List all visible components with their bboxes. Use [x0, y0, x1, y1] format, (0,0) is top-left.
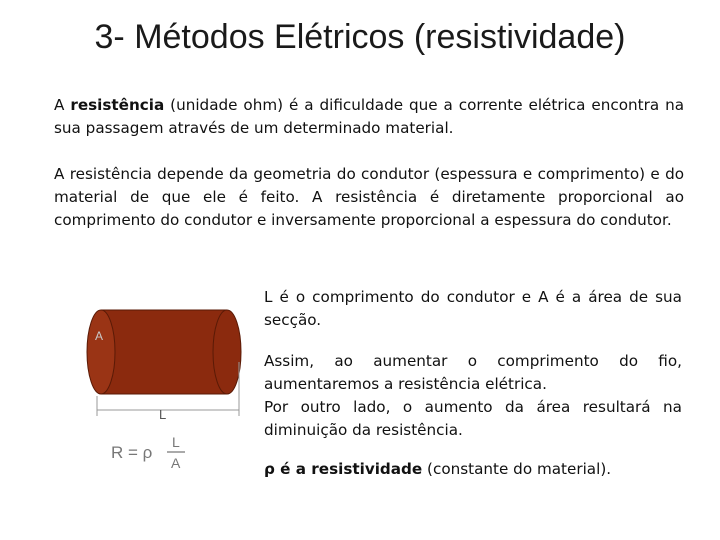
paragraph-length-area: L é o comprimento do condutor e A é a área de sua secção. — [264, 288, 682, 329]
cylinder-end-cap — [213, 310, 241, 394]
cylinder-diagram — [85, 298, 245, 483]
conductor-figure — [85, 298, 245, 483]
p1-bold-term: resistência — [70, 96, 165, 114]
slide-title: 3- Métodos Elétricos (resistividade) — [94, 18, 626, 56]
p5-bold-term: ρ é a resistividade — [264, 460, 423, 478]
formula-denominator: A — [171, 455, 181, 471]
p1-prefix: A — [54, 96, 71, 114]
paragraph-resistivity — [264, 458, 682, 481]
p5-suffix: (constante do material). — [422, 460, 612, 478]
length-label: L — [159, 407, 167, 422]
p1-suffix: (unidade ohm) é a dificuldade que a corrente elétrica encontra na sua passagem através de um determinado material. — [54, 96, 684, 137]
formula-lhs: R = ρ — [111, 443, 153, 462]
cylinder-cross-section — [87, 310, 115, 394]
paragraph-resistance-dependence: A resistência depende da geometria do condutor (espessura e comprimento) e do material de que ele é feito. A resistência é diretamente proporcional ao comprimento do condutor e inversamente proporcional a espessura do condutor. — [54, 165, 684, 229]
cylinder-body — [101, 310, 227, 394]
paragraph-resistance-definition — [54, 94, 684, 140]
p4-line1: Assim, ao aumentar o comprimento do fio, aumentaremos a resistência elétrica. — [264, 352, 682, 393]
formula-numerator: L — [172, 434, 180, 450]
p4-line2: Por outro lado, o aumento da área resultará na diminuição da resistência. — [264, 398, 682, 439]
paragraph-consequences — [264, 350, 682, 442]
area-label: A — [95, 329, 104, 343]
